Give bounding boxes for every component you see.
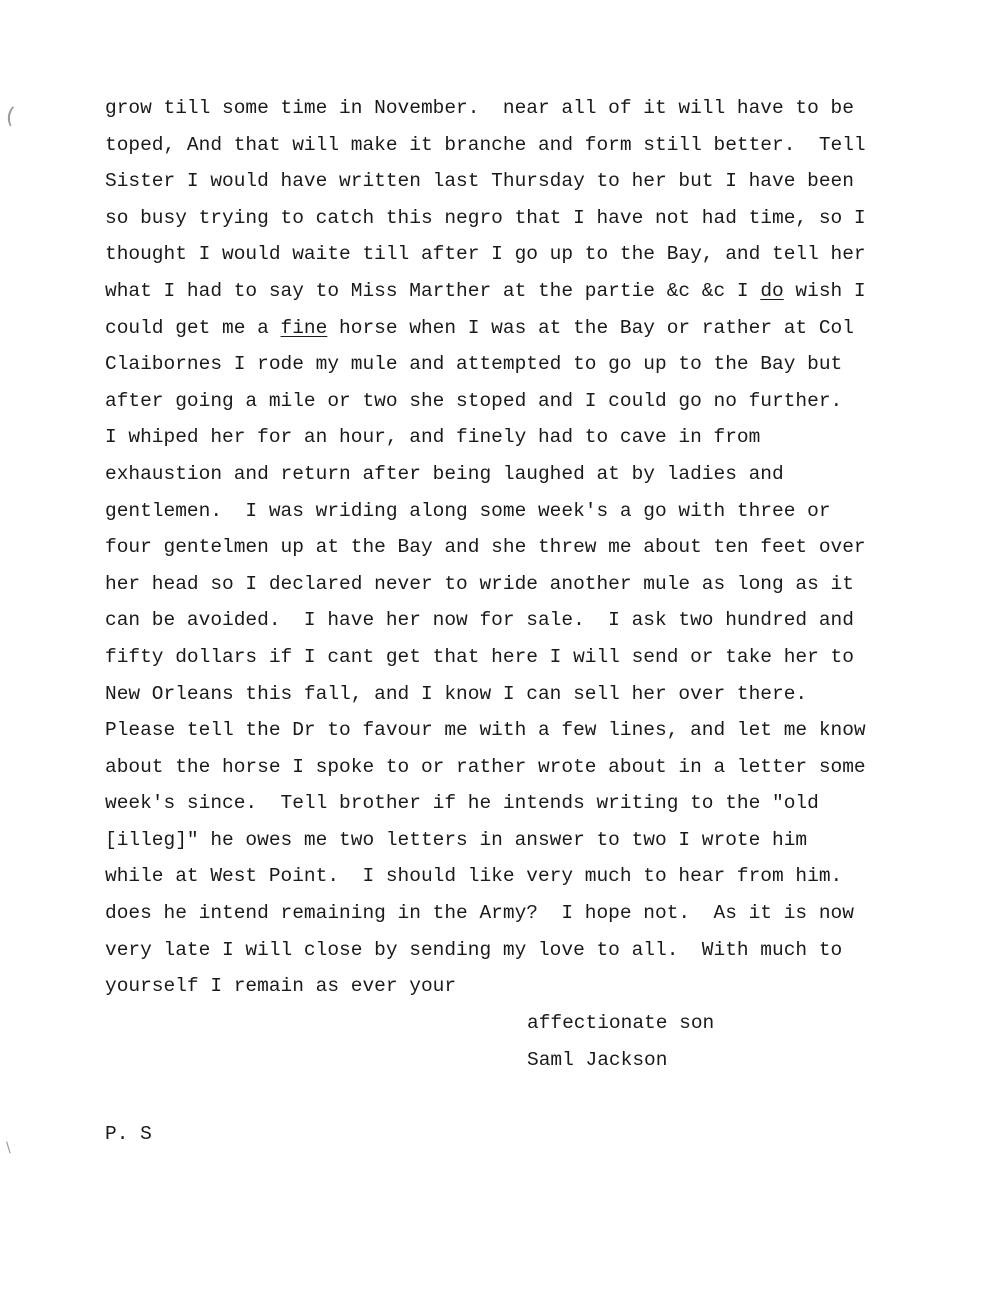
line-text: what I had to say to Miss Marther at the partie &c &c I xyxy=(105,279,761,302)
letter-line: I whiped her for an hour, and finely had to cave in from xyxy=(105,426,761,449)
letter-line: does he intend remaining in the Army? I hope not. As it is now xyxy=(105,902,854,925)
letter-body xyxy=(105,90,905,1005)
letter-line: gentlemen. I was wriding along some week's a go with three or xyxy=(105,499,831,522)
letter-line: exhaustion and return after being laughed at by ladies and xyxy=(105,462,784,485)
letter-line: about the horse I spoke to or rather wrote about in a letter some xyxy=(105,755,866,778)
letter-line: [illeg]" he owes me two letters in answer to two I wrote him xyxy=(105,828,808,851)
letter-line: Sister I would have written last Thursday to her but I have been xyxy=(105,170,854,193)
letter-line: Please tell the Dr to favour me with a few lines, and let me know xyxy=(105,719,866,742)
postscript-block xyxy=(105,1116,152,1153)
letter-line: so busy trying to catch this negro that I have not had time, so I xyxy=(105,206,866,229)
line-text: wish I xyxy=(783,279,866,302)
line-text: could get me a xyxy=(105,316,281,339)
letter-line: fifty dollars if I cant get that here I will send or take her to xyxy=(105,645,854,668)
letter-line: four gentelmen up at the Bay and she threw me about ten feet over xyxy=(105,536,866,559)
margin-mark: ( xyxy=(4,103,17,130)
signature: Saml Jackson xyxy=(527,1048,668,1071)
letter-line xyxy=(105,273,905,310)
letter-line: thought I would waite till after I go up to the Bay, and tell her xyxy=(105,243,866,266)
closing-text: affectionate son xyxy=(527,1012,715,1034)
letter-line: very late I will close by sending my love to all. With much to xyxy=(105,938,843,961)
letter-line xyxy=(105,310,905,347)
letter-line: week's since. Tell brother if he intends writing to the "old xyxy=(105,792,819,815)
margin-mark: \ xyxy=(6,1140,11,1156)
line-text: horse when I was at the Bay or rather at Col xyxy=(327,316,854,339)
letter-line: after going a mile or two she stoped and I could go no further. xyxy=(105,389,843,412)
underlined-word: fine xyxy=(280,316,328,339)
underlined-word: do xyxy=(760,279,784,302)
letter-line: New Orleans this fall, and I know I can sell her over there. xyxy=(105,682,808,705)
postscript-label: P. S xyxy=(105,1123,152,1145)
letter-line: grow till some time in November. near all of it will have to be xyxy=(105,97,854,119)
letter-line: can be avoided. I have her now for sale. I ask two hundred and xyxy=(105,609,854,632)
letter-line: yourself I remain as ever your xyxy=(105,975,457,998)
letter-line: Claibornes I rode my mule and attempted to go up to the Bay but xyxy=(105,353,843,376)
closing-block xyxy=(527,1005,714,1078)
letter-line: toped, And that will make it branche and form still better. Tell xyxy=(105,133,866,156)
letter-line: her head so I declared never to wride another mule as long as it xyxy=(105,572,854,595)
letter-line: while at West Point. I should like very much to hear from him. xyxy=(105,865,843,888)
